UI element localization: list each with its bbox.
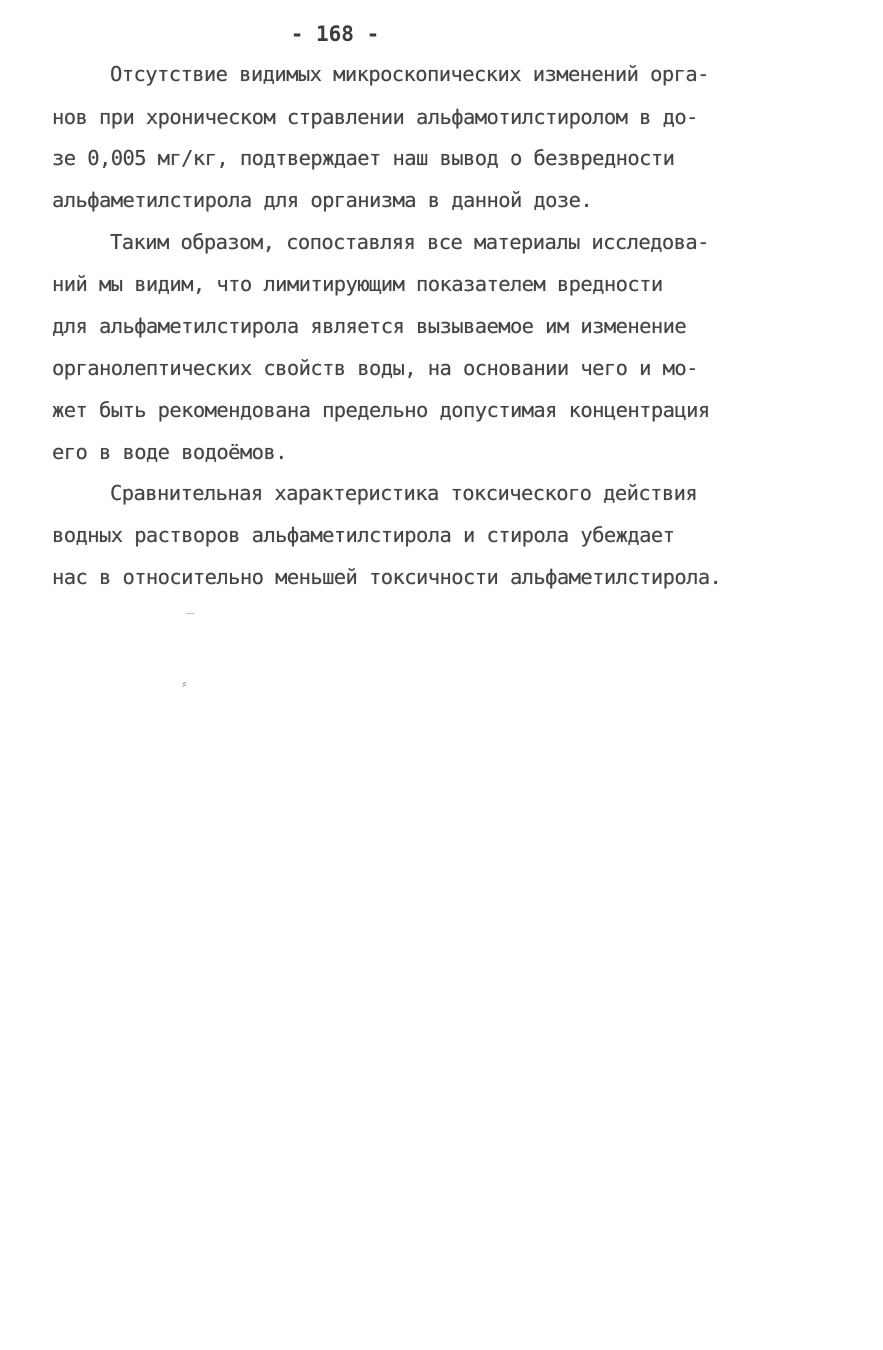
paragraph-2-line-6: его в воде водоёмов.	[52, 440, 287, 464]
paragraph-3-line-3: нас в относительно меньшей токсичности альфаметилстирола.	[52, 565, 722, 589]
paragraph-1-line-2: нов при хроническом стравлении альфамотилстиролом в до-	[52, 105, 698, 129]
paragraph-1-line-4: альфаметилстирола для организма в данной дозе.	[52, 188, 593, 212]
scan-speck: ⸗	[180, 676, 189, 692]
scan-speck: ‾	[186, 612, 195, 628]
paragraph-2-line-4: органолептических свойств воды, на основании чего и мо-	[52, 356, 698, 380]
paragraph-3-line-2: водных растворов альфаметилстирола и стирола убеждает	[52, 523, 675, 547]
paragraph-2-line-1: Таким образом, сопоставляя все материалы исследова-	[110, 230, 709, 254]
paragraph-1-line-3: зе 0,005 мг/кг, подтверждает наш вывод о безвредности	[52, 146, 675, 170]
paragraph-3-line-1: Сравнительная характеристика токсического действия	[110, 481, 698, 505]
paragraph-2-line-5: жет быть рекомендована предельно допустимая концентрация	[52, 398, 710, 422]
paragraph-2-line-2: ний мы видим, что лимитирующим показателем вредности	[52, 272, 663, 296]
paragraph-2-line-3: для альфаметилстирола является вызываемое им изменение	[52, 314, 687, 338]
page-number: - 168 -	[290, 22, 380, 46]
paragraph-1-line-1: Отсутствие видимых микроскопических изменений орга-	[110, 62, 709, 86]
